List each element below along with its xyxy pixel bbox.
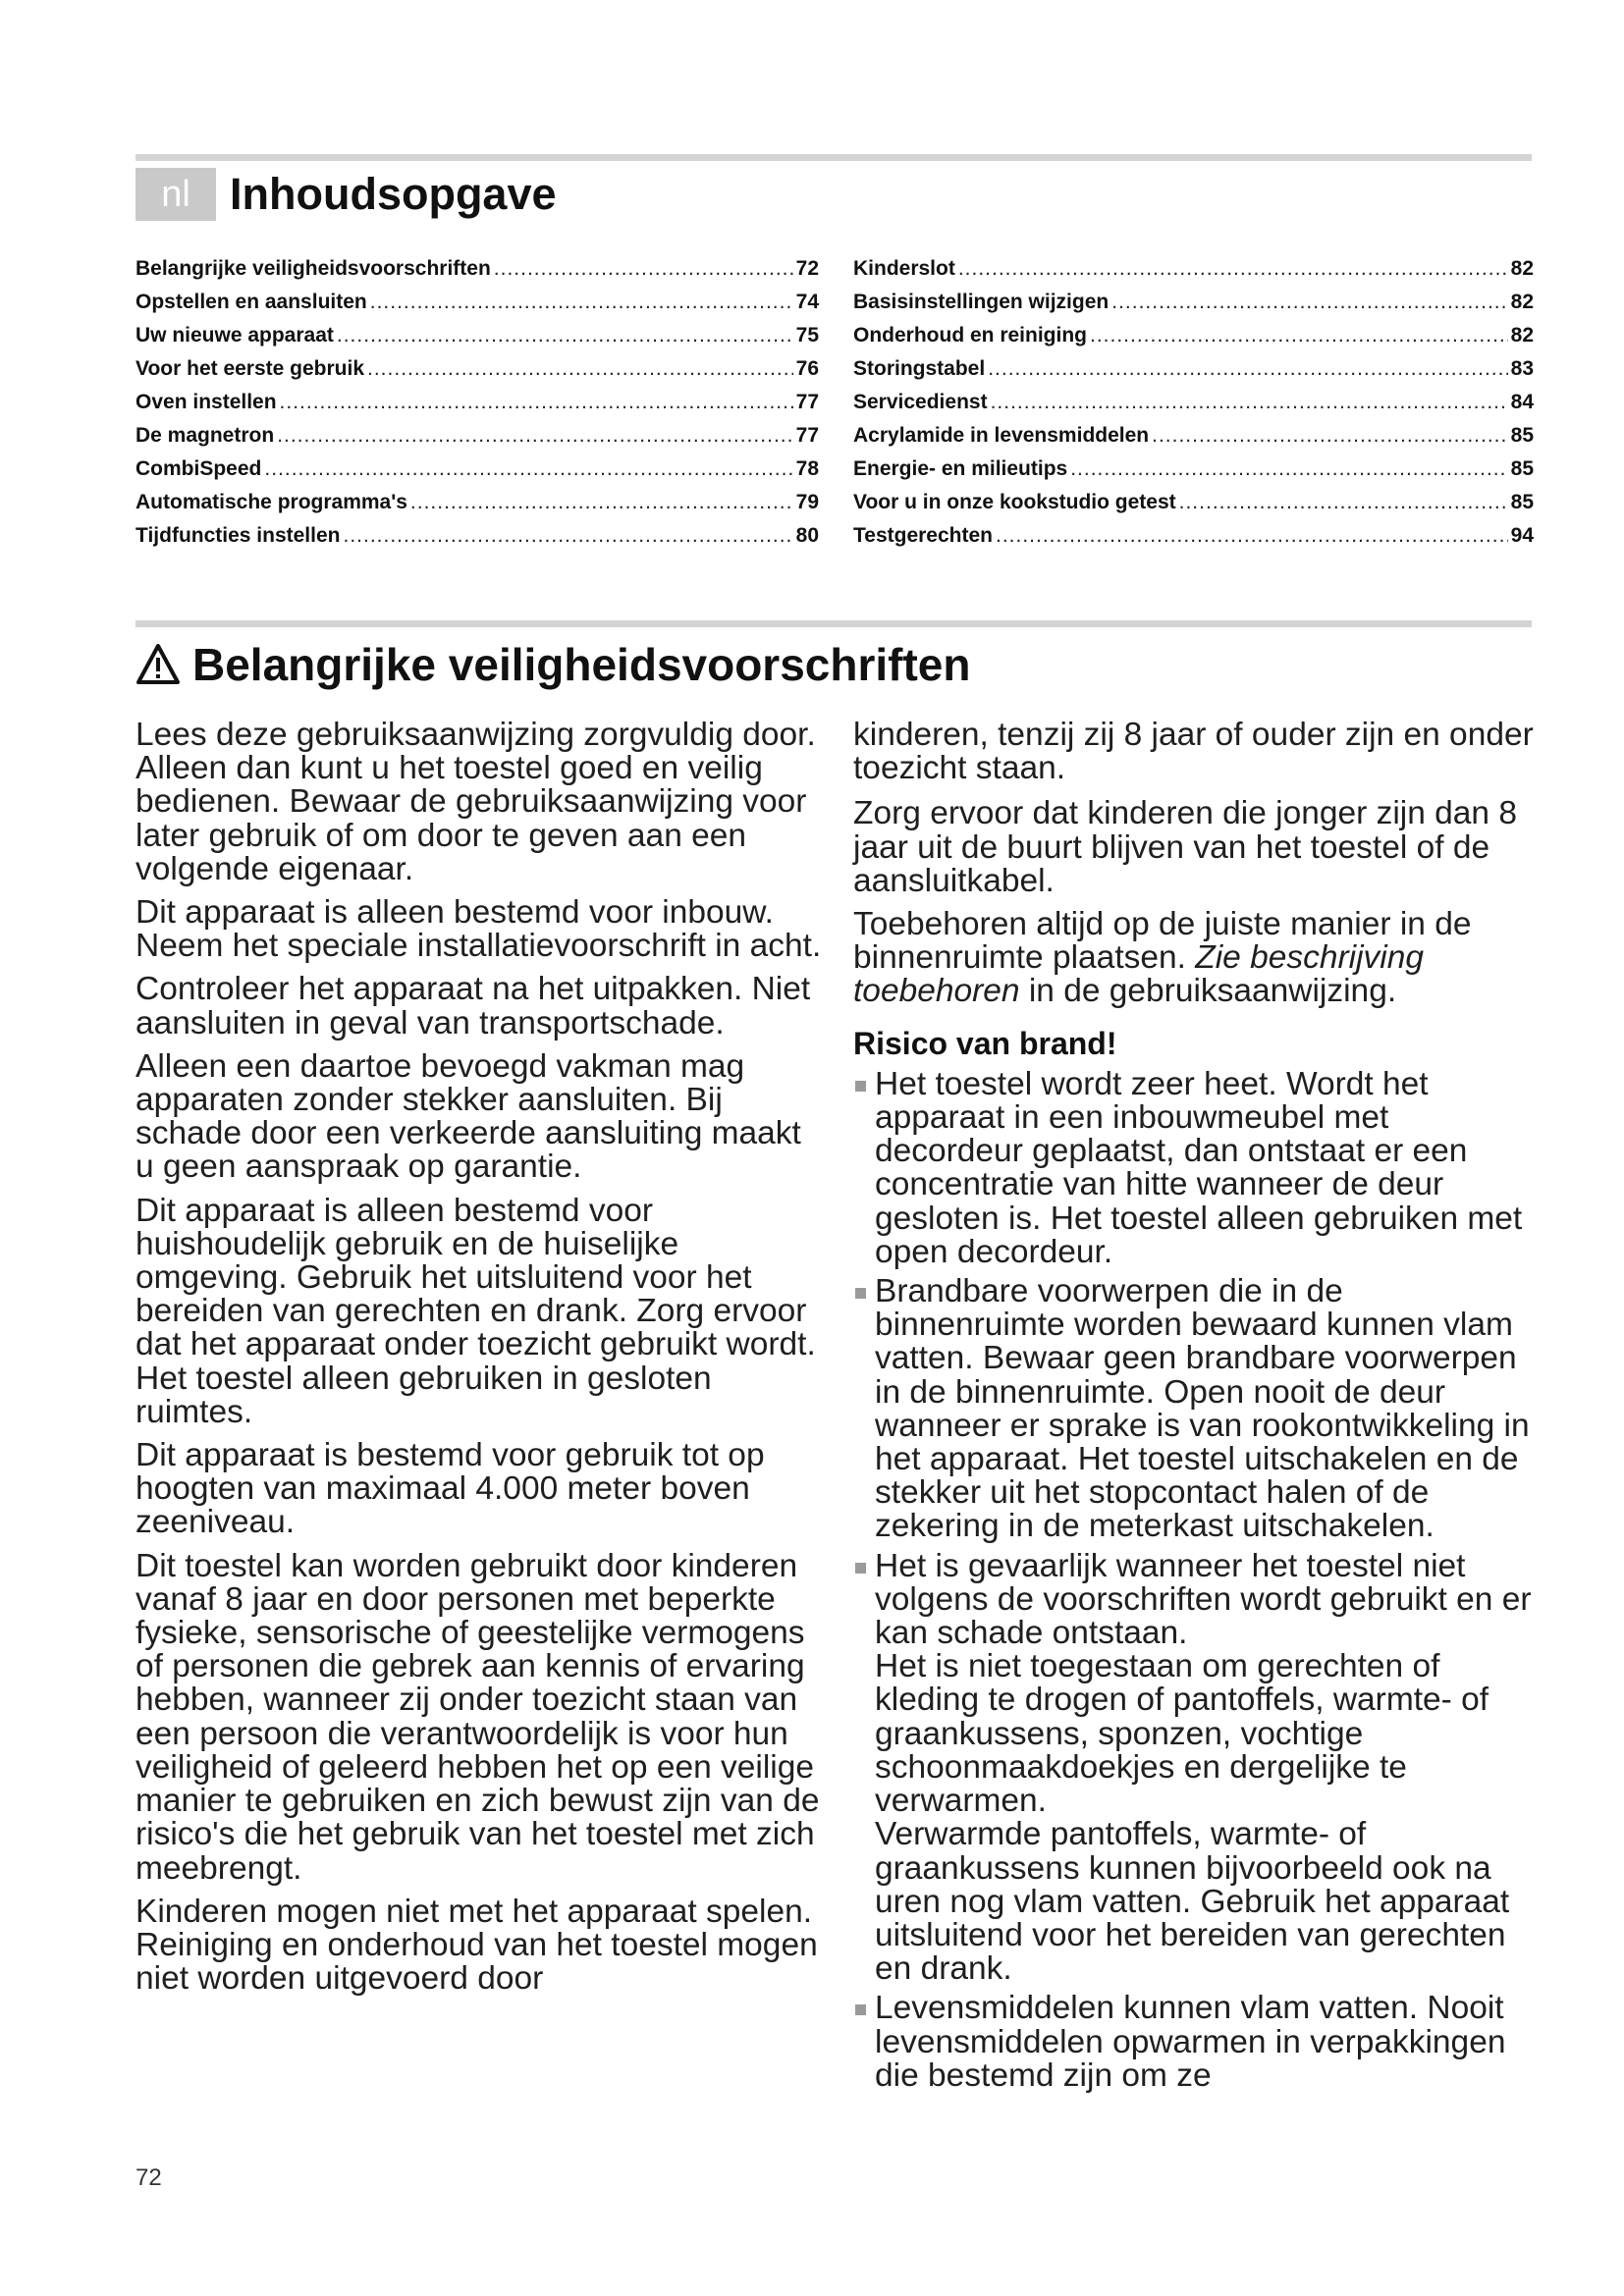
toc-leader-dots (988, 357, 1507, 381)
toc-entry-label: Storingstabel (853, 357, 986, 380)
paragraph: Kinderen mogen niet met het apparaat spelen. Reiniging en onderhoud van het toestel mogen niet worden uitgevoerd door (135, 1893, 818, 1998)
list-item-text: Het is niet toegestaan om gerechten of kleding te drogen of pantoffels, warmte- of graankussens, sponzen, vochtige schoonmaakdoekjes en dergelijke te verwarmen. (875, 1648, 1489, 1820)
toc-entry-label: Basisinstellingen wijzigen (853, 291, 1110, 313)
toc-entry-page: 84 (1510, 391, 1534, 413)
toc-entry-page: 82 (1510, 291, 1534, 313)
toc-entry-label: Belangrijke veiligheidsvoorschriften (135, 257, 491, 280)
toc-right-column (853, 257, 1534, 558)
toc-entry-label: Onderhoud en reiniging (853, 324, 1087, 347)
toc-entry-page: 82 (1510, 324, 1534, 347)
toc-entry-page: 72 (795, 257, 819, 280)
list-item (853, 1992, 1541, 2093)
paragraph: Dit apparaat is alleen bestemd voor inbouw. Neem het speciale installatievoorschrift in acht. (135, 894, 822, 965)
toc-entry-page: 79 (795, 491, 819, 513)
toc-leader-dots (1070, 457, 1507, 481)
toc-leader-dots (277, 424, 792, 448)
toc-leader-dots (367, 357, 793, 381)
list-item-text: Verwarmde pantoffels, warmte- of graankussens kunnen bijvoorbeeld ook na uren nog vlam vatten. Gebruik het apparaat uitsluitend voor het bereiden van gerechten en drank. (875, 1816, 1510, 1988)
toc-entry-label: Servicedienst (853, 391, 988, 413)
right-text-column (853, 719, 1541, 2099)
paragraph: Dit apparaat is alleen bestemd voor huishoudelijk gebruik en de huiselijke omgeving. Gebruik het uitsluitend voor het bereiden van gerechten en drank. Zorg ervoor dat het apparaat onder toezicht gebruikt wordt. Het toestel alleen gebruiken in gesloten ruimtes. (135, 1192, 816, 1430)
toc-entry[interactable] (135, 491, 819, 524)
fire-risk-heading: Risico van brand! (853, 1025, 1117, 1061)
toc-entry[interactable] (135, 357, 819, 391)
toc-entry[interactable] (853, 324, 1534, 357)
section-title: Belangrijke veiligheidsvoorschriften (192, 639, 971, 690)
toc-leader-dots (264, 457, 792, 481)
toc-entry-label: Automatische programma's (135, 491, 407, 513)
toc-entry-page: 85 (1510, 457, 1534, 480)
text-run: Toebehoren altijd op de juiste manier in de binnenruimte plaatsen. (853, 906, 1472, 977)
toc-entry-label: Acrylamide in levensmiddelen (853, 424, 1150, 447)
toc-leader-dots (343, 524, 792, 548)
paragraph: Dit apparaat is bestemd voor gebruik tot op hoogten van maximaal 4.000 meter boven zeeniveau. (135, 1437, 765, 1541)
toc-entry-page: 83 (1510, 357, 1534, 380)
toc-entry[interactable] (853, 491, 1534, 524)
list-item-text: Het toestel wordt zeer heet. Wordt het apparaat in een inbouwmeubel met decordeur geplaatst, dan ontstaat er een concentratie van hitte wanneer de deur gesloten is. Het toestel alleen gebruiken met open decordeur. (875, 1065, 1523, 1270)
toc-entry-page: 75 (795, 324, 819, 347)
list-item-text: Het is gevaarlijk wanneer het toestel niet volgens de voorschriften wordt gebruikt en er kan schade ontstaan. (875, 1547, 1532, 1652)
toc-entry[interactable] (853, 524, 1534, 558)
paragraph (853, 908, 1541, 1009)
toc-entry[interactable] (135, 257, 819, 291)
text-run: in de gebruiksaanwijzing. (1019, 973, 1397, 1010)
top-divider (135, 154, 1532, 161)
toc-entry[interactable] (853, 424, 1534, 457)
toc-entry[interactable] (135, 524, 819, 558)
toc-leader-dots (1111, 291, 1507, 314)
toc-leader-dots (370, 291, 793, 314)
toc-entry-page: 85 (1510, 491, 1534, 513)
toc-leader-dots (958, 257, 1508, 281)
toc-entry-label: Opstellen en aansluiten (135, 291, 367, 313)
page-number: 72 (135, 2164, 162, 2191)
toc-entry-label: De magnetron (135, 424, 275, 447)
paragraph: Alleen een daartoe bevoegd vakman mag apparaten zonder stekker aansluiten. Bij schade door een verkeerde aansluiting maakt u geen aanspraak op garantie. (135, 1047, 801, 1186)
list-item (853, 1547, 1541, 1988)
toc-entry-label: Tijdfuncties instellen (135, 524, 341, 547)
toc-leader-dots (280, 391, 793, 414)
toc-entry[interactable] (135, 324, 819, 357)
toc-leader-dots (1152, 424, 1508, 448)
toc-entry-label: Testgerechten (853, 524, 993, 547)
toc-leader-dots (494, 257, 793, 281)
toc-header (135, 167, 557, 222)
toc-title: Inhoudsopgave (230, 169, 557, 219)
toc-entry-page: 94 (1510, 524, 1534, 547)
list-item-text: Levensmiddelen kunnen vlam vatten. Nooit levensmiddelen opwarmen in verpakkingen die bestemd zijn om ze (875, 1990, 1506, 2094)
list-item-text: Brandbare voorwerpen die in de binnenruimte worden bewaard kunnen vlam vatten. Bewaar geen brandbare voorwerpen in de binnenruimte. Open nooit de deur wanneer er sprake is van rookontwikkeling in het apparaat. Het toestel uitschakelen en de stekker uit het stopcontact halen of de zekering in de meterkast uitschakelen. (875, 1273, 1530, 1545)
paragraph: Lees deze gebruiksaanwijzing zorgvuldig door. Alleen dan kunt u het toestel goed en veilig bedienen. Bewaar de gebruiksaanwijzing voor later gebruik of om door te geven aan een volgende eigenaar. (135, 717, 816, 887)
toc-entry-label: Uw nieuwe apparaat (135, 324, 334, 347)
toc-entry-label: CombiSpeed (135, 457, 262, 480)
toc-entry[interactable] (135, 424, 819, 457)
toc-entry-page: 80 (795, 524, 819, 547)
toc-entry[interactable] (135, 457, 819, 491)
toc-entry-label: Voor u in onze kookstudio getest (853, 491, 1176, 513)
toc-leader-dots (991, 391, 1508, 414)
toc-entry-page: 78 (795, 457, 819, 480)
toc-entry[interactable] (853, 457, 1534, 491)
toc-entry[interactable] (853, 357, 1534, 391)
toc-entry-page: 85 (1510, 424, 1534, 447)
toc-leader-dots (1090, 324, 1508, 347)
warning-triangle-icon (135, 643, 181, 686)
toc-entry-label: Voor het eerste gebruik (135, 357, 365, 380)
toc-entry[interactable] (853, 391, 1534, 424)
fire-risk-list (853, 1065, 1541, 2094)
toc-entry[interactable] (853, 291, 1534, 324)
toc-entry[interactable] (135, 391, 819, 424)
toc-leader-dots (996, 524, 1508, 548)
language-badge: nl (135, 168, 216, 221)
paragraph: Zorg ervoor dat kinderen die jonger zijn dan 8 jaar uit de buurt blijven van het toestel of de aansluitkabel. (853, 795, 1517, 899)
toc-entry-label: Kinderslot (853, 257, 955, 280)
paragraph: Controleer het apparaat na het uitpakken. Niet aansluiten in geval van transportschade. (135, 971, 811, 1041)
toc-entry-page: 77 (795, 424, 819, 447)
toc-left-column (135, 257, 819, 558)
toc-entry-page: 82 (1510, 257, 1534, 280)
toc-entry[interactable] (135, 291, 819, 324)
toc-entry-label: Oven instellen (135, 391, 277, 413)
toc-entry-label: Energie- en milieutips (853, 457, 1068, 480)
list-item (853, 1065, 1541, 1270)
paragraph-continuation: kinderen, tenzij zij 8 jaar of ouder zijn en onder toezicht staan. (853, 717, 1534, 787)
toc-entry-page: 74 (795, 291, 819, 313)
toc-entry-page: 76 (795, 357, 819, 380)
paragraph: Dit toestel kan worden gebruikt door kinderen vanaf 8 jaar en door personen met beperkte fysieke, sensorische of geestelijke vermogens of personen die gebrek aan kennis of ervaring hebben, wanneer zij onder toezicht staan van een persoon die verantwoordelijk is voor hun veiligheid of geleerd hebben het op een veilige manier te gebruiken en zich bewust zijn van de risico's die het gebruik van het toestel met zich meebrengt. (135, 1547, 820, 1887)
left-text-column (135, 719, 823, 2005)
section-header (135, 630, 970, 699)
toc-leader-dots (337, 324, 793, 347)
toc-entry-page: 77 (795, 391, 819, 413)
cross-reference: Zie beschrijving toebehoren (853, 939, 1424, 1010)
section-divider (135, 620, 1532, 627)
toc-leader-dots (1179, 491, 1508, 514)
toc-entry[interactable] (853, 257, 1534, 291)
toc-leader-dots (410, 491, 793, 514)
list-item (853, 1275, 1541, 1544)
